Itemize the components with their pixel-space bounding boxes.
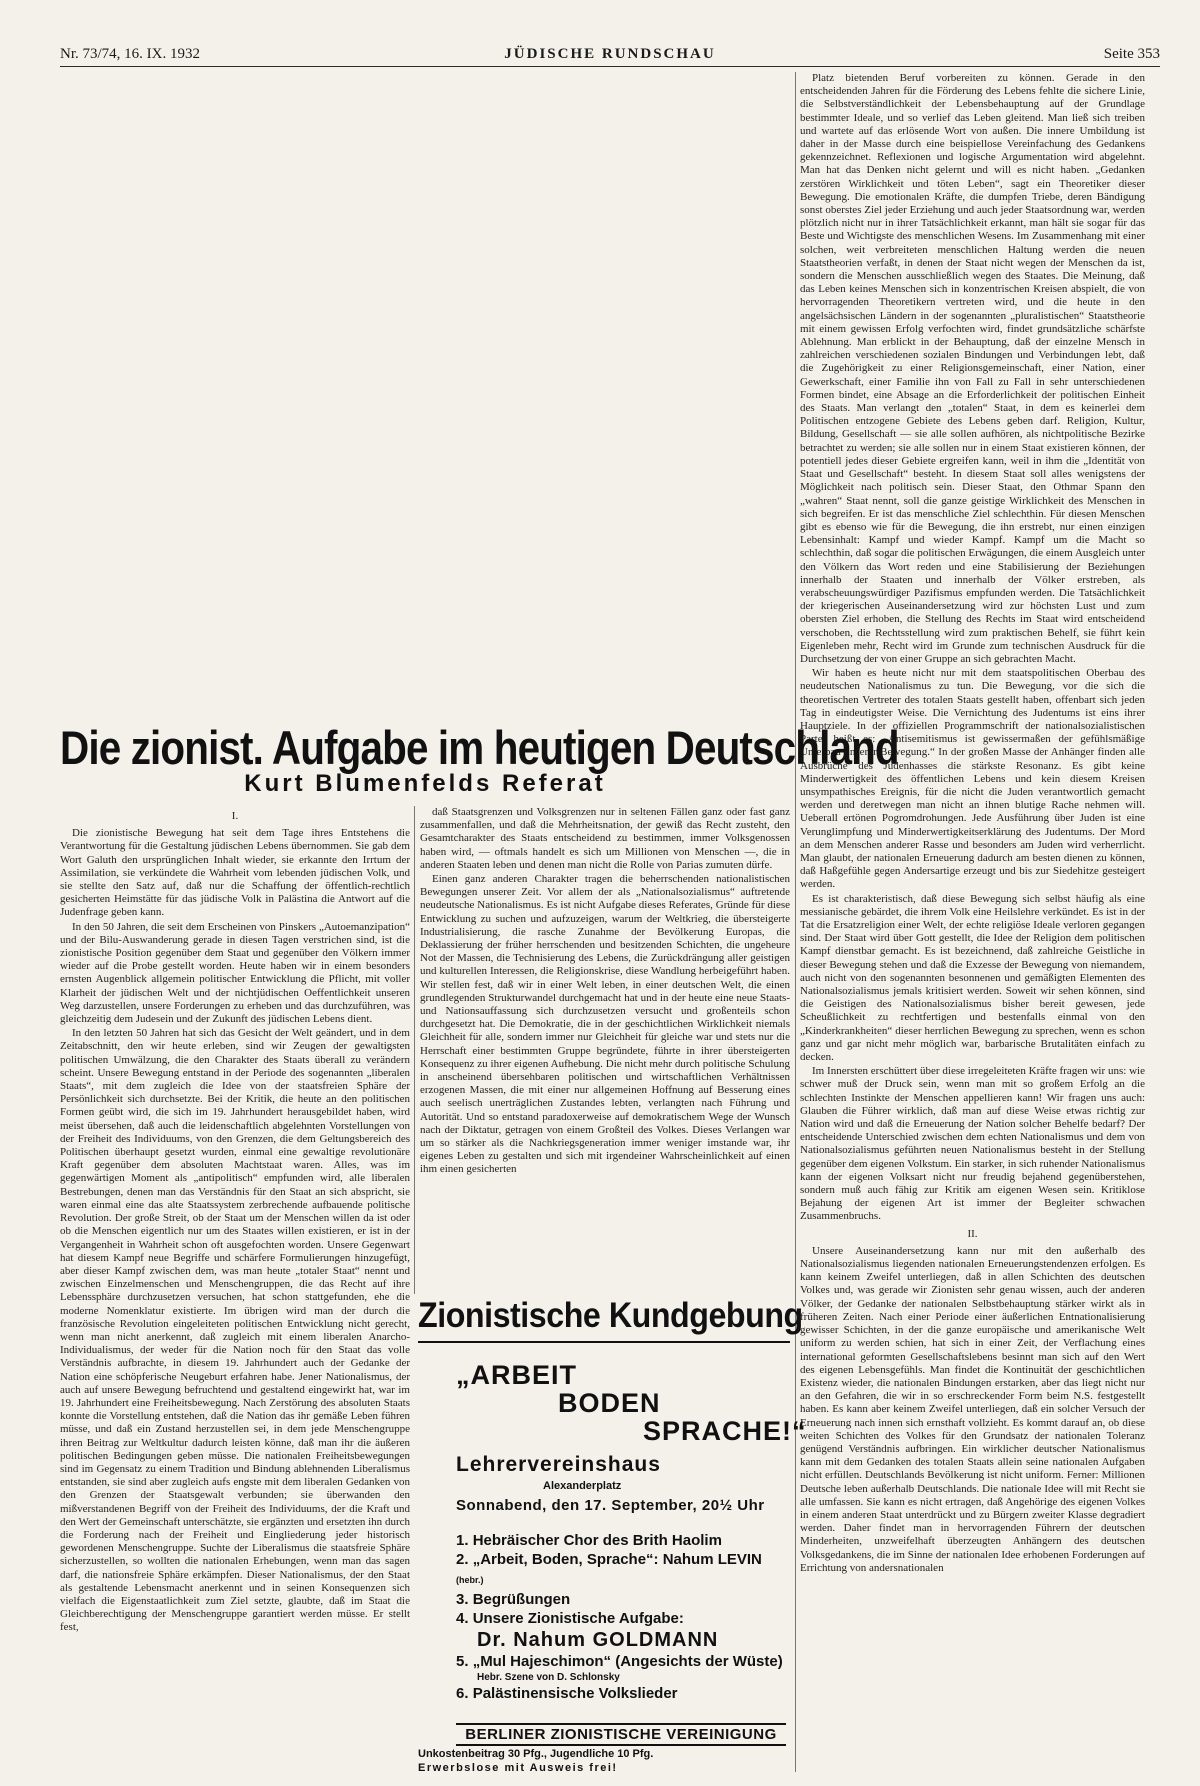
article-paragraph: Einen ganz anderen Charakter tragen die beherrschenden nationalistischen Bewegungen unserer Zeit. Vor allem der als „Nationalsozialismus“ auftretende neudeutsche Nationalismus. Es ist nicht Aufgabe dieses Referates, Gründe für diese Entwicklung zu suchen und aufzuzeigen, warum der Weltkrieg, die übersteigerte Industrialisierung, die rasche Zunahme der Bevölkerung Europas, die Deklassierung der früher herrschenden und besitzenden Schichten, die ungeheure Not der Massen, die Technisierung des Lebens, die Zurückdrängung aller geistigen und kulturellen Interessen, die Religionskrise, diese Wandlung herbeigeführt haben. Wir stellen fest, daß wir in einer Welt leben, in einer deutschen Welt, die einen grundlegenden Strukturwandel durchgemacht hat und in der heute eine neue Staats- und Nationsauffassung sich durchzusetzen versucht und großenteils schon durchgesetzt hat. Die Demokratie, die in der geschichtlichen Wirklichkeit niemals Gleichheit für alle, sondern immer nur Gleichheit für gleiche war und stets nur die Herrschaft einer bestimmten Gruppe begründete, führte in ihrer übersteigerten Konsequenz zu ihrer eigenen Aufhebung. Die nicht mehr durch politische Schulung in anscheinend übersehbaren politischen und wirtschaftlichen Verhältnissen erzogenen Massen, die mit einer nur allgemeinen Hoffnung auf Besserung eines auch seelisch unerträglichen Zustandes lebten, verlangten nach Führung und Autorität. Und so entstand paradoxerweise auf demokratischem Wege der Wunsch nach der Diktatur, getragen von einem Großteil des Volkes. Dieses Verlangen war um so stärker als die Nachkriegsgeneration immer weniger imstande war, ihr eigenes Leben zu gestalten und sich mit irgendeiner Wahrscheinlichkeit auf einen ihm einen gesicherten	[420, 873, 790, 1176]
ad-program	[456, 1531, 786, 1703]
article-paragraph: Wir haben es heute nicht nur mit dem staatspolitischen Oberbau des neudeutschen Nationalismus zu tun. Die Bewegung, vor die sich die theoretischen Vertreter des totalen Staats gestellt haben, offenbart sich jeden Tag in eindeutigster Weise. Die Vernichtung des Judentums ist eins ihrer Hauptziele. In der offiziellen Programmschrift der nationalsozialistischen Partei heißt es: „Antisemitismus ist gewissermaßen der gefühlsmäßige Unterbau unserer Bewegung.“ In der großen Masse der Anhänger finden alle Ausbrüche des Judenhasses die stärkste Resonanz. Es gibt keine Minderwertigkeit des öffentlichen Lebens und kein diesem Kreisen unsympathisches Ereignis, für die nicht die Juden verantwortlich gemacht werden und deretwegen man nicht an ihnen blutige Rache nehmen will. Ueberall ertönen Pogromdrohungen. Jede Ausführung über Juden ist eine Verunglimpfung und Minderwertigkeitserklärung des Judentums. Der Mord an dem Menschen anderer Rasse und besonders am Juden wird verherrlicht. Man glaubt, der nationalen Erneuerung dadurch am besten dienen zu können, daß Haßgefühle gegen Andersartige erzeugt und bis zur Siedehitze gesteigert werden.	[800, 667, 1145, 891]
program-item: 1. Hebräischer Chor des Brith Haolim	[456, 1532, 722, 1549]
page-number: Seite 353	[1103, 46, 1160, 62]
ad-date: Sonnabend, den 17. September, 20½ Uhr	[456, 1497, 765, 1514]
masthead	[60, 38, 1160, 67]
event-advertisement	[418, 1296, 807, 1774]
ad-slogan-language: SPRACHE!“	[643, 1416, 807, 1446]
newspaper-title: JÜDISCHE RUNDSCHAU	[504, 46, 716, 62]
ad-slogan-work: „ARBEIT	[456, 1360, 577, 1390]
speaker-name: Dr. Nahum GOLDMANN	[477, 1629, 719, 1651]
ad-rule	[418, 1341, 790, 1343]
column-divider	[795, 72, 796, 1772]
article-paragraph: Im Innersten erschüttert über diese irregeleiteten Kräfte fragen wir uns: wie schwer muß der Druck sein, wenn man mit so großem Erfolg an die schlechten Instinkte der Menschen appellieren kann! Wir fragen uns auch: Glauben die Führer wirklich, daß man auf diese Weise etwas richtig zur Nation wird und daß die Erneuerung der Nation solcher Behelfe bedarf? Der entscheidende Unterschied zwischen dem echten Nationalismus und dem von Nationalsozialismus geführten neuen Nationalismus besteht in der Stellung gegenüber dem eigenen Volkstum. Ein starker, in sich ruhender Nationalismus kann der eigenen Volksart nicht nur freudig bejahend gegenüberstehen, sondern muß auch fähig zur Kritik am eigenen Wesen sein. Kritiklose Bejahung der eigenen Art ist immer der Begleiter schwachen Zusammenbruchs.	[800, 1065, 1145, 1223]
ad-slogan-land: BODEN	[558, 1388, 661, 1418]
program-item: 4. Unsere Zionistische Aufgabe: Dr. Nahum GOLDMANN	[456, 1609, 786, 1652]
article-paragraph: Es ist charakteristisch, daß diese Bewegung sich selbst häufig als eine messianische gebärdet, die ihrem Volk eine Heilslehre verkündet. Es ist in der Tat die Ersatzreligion einer Welt, der echte religiöse Ideale verloren gegangen sind. Der Staat wird über Gott gestellt, die Idee der Religion dem politischen Kampf dienstbar gemacht. Es ist bezeichnend, daß zahlreiche Geistliche in dieser Bewegung stehen und daß die Exzesse der Bewegung von niemandem, auch nicht von den sogenannten besonnenen und gemäßigten Elementen des Nationalsozialismus jemals kritisiert werden. Soweit wir sehen können, sind die Geistigen des Nationalsozialismus bisher bereit gewesen, jede Scheußlichkeit zu rechtfertigen und bestenfalls einmal von den „Kinderkrankheiten“ dieser herrlichen Bewegung zu sprechen, wenn es schon ganz und gar nicht mehr möglich war, barbarische Brutalitäten einfach zu decken.	[800, 892, 1145, 1064]
article-column-left	[60, 806, 410, 1768]
program-item: 5. „Mul Hajeschimon“ (Angesichts der Wüste) Hebr. Szene von D. Schlonsky	[456, 1653, 783, 1683]
section-number: II.	[967, 1227, 978, 1240]
article-paragraph: Platz bietenden Beruf vorbereiten zu können. Gerade in den entscheidenden Jahren für die Förderung des Lebens fehlte die sichere Linie, die Selbstverständlichkeit der Lebensbehauptung auf der Grundlage bestimmter Ideale, und so verlief das Leben gleitend. Man ließ sich treiben und wartete auf das erlösende Wort von außen. Die innere Umbildung ist daher in der Masse durch eine beispiellose Vereinfachung des Gedankens gekennzeichnet. Reflexionen und logische Argumentation wird abgelehnt. Man hat das Denken nicht gelernt und will es nicht haben. „Gedanken zerstören Wirklichkeit und töten Leben“, sagt ein Theoretiker dieser Bewegung. Die emotionalen Kräfte, die dumpfen Triebe, deren Bändigung sonst oberstes Ziel jeder Erziehung und auch jeder Staatsordnung war, werden plötzlich nicht nur in ihrer Tatsächlichkeit erkannt, man hält sie sogar für das Beste und Wichtigste des menschlichen Wesens. Im Zusammenhang mit einer solchen, weit verbreiteten menschlichen Haltung werden die neuen Staatstheorien verfaßt, in denen der Staat nicht wegen der Menschen da ist, sondern die Menschen ausschließlich wegen des Staates. Die Meinung, daß das Leben keines Menschen sich in konzentrischen Kreisen abspielt, die von hervorragenden Theoretikern vertreten wird, und die heute in den angelsächsischen Ländern in der sogenannten „pluralistischen“ Staatstheorie mit einem gewissen Erfolg verfochten wird, findet grundsätzliche schärfste Ablehnung. Man erblickt in der Behauptung, daß der einzelne Mensch in zahlreichen verschiedenen sozialen Bindungen und Verbindungen lebt, daß die Zugehörigkeit zu einer Religionsgemeinschaft, einer Nation, einer Gewerkschaft, einer Familie ihn von Fall zu Fall in sehr unterschiedenen Formen bindet, eine Absage an die Erforderlichkeit der politischen Einheit des Staats. Man verlangt den „totalen“ Staat, in dem es keinerlei dem Politischen entzogene Gebiete des Lebens geben darf. Religion, Kultur, Bildung, Gesellschaft — sie alle sollen aufhören, als nichtpolitische Bezirke betrachtet zu werden; sie alle sollen nur in einem Staat existieren können, der potentiell jedes dieser Gebiete ergreifen kann, weil in ihm die „Identität von Staat und Gesellschaft“ besteht. In diesem Staat soll alles wenigstens der Möglichkeit nach politisch sein. Dieser Staat, den Othmar Spann den „wahren“ Staat nennt, soll die ganze geistige Wirklichkeit des Menschen in sich begreifen. Er ist das menschliche Ziel schlechthin. Für diesen Menschen gibt es ebenso wie für die Bewegung, die ihn erstrebt, nur einen einzigen Lebensinhalt: Kampf und wieder Kampf. Kampf um die Macht so schlechthin, daß sogar die politischen Erwägungen, die einem Ausgleich unter den Völkern das Wort reden und eine Stabilisierung der Beziehungen innerhalb der Staaten und innerhalb der Völker erstreben, als verabscheuungswürdiger Pazifismus empfunden werden. Die Tatsächlichkeit der kriegerischen Auseinandersetzung wird zur höchsten Lust und zum obersten Ziel erhoben, die Stellung des Rechts im Staat wird entscheidend verschoben, die Rechtsstellung wird zum praktischen Behelf, sie führt kein Eigenleben mehr, Recht wird im Grunde zum technischen Ausdruck für die Durchsetzung der von einer Gruppe an sich gebrachten Macht.	[800, 72, 1145, 665]
program-item: 2. „Arbeit, Boden, Sprache“: Nahum LEVIN (hebr.)	[456, 1551, 762, 1585]
program-item: 6. Palästinensische Volkslieder	[456, 1685, 678, 1702]
article-paragraph: daß Staatsgrenzen und Volksgrenzen nur in seltenen Fällen ganz oder fast ganz zusammenfallen, und daß die Mehrheitsnation, der gewiß das Recht zusteht, den Gesamtcharakter des Staats entscheidend zu bestimmen, immer Volksgenossen haben wird, — oftmals handelt es sich um Millionen von Menschen —, die in anderen Staaten leben und denen man nicht die Rolle von Parias zumuten dürfe.	[420, 806, 790, 871]
article-subhead: Kurt Blumenfelds Referat	[244, 770, 606, 797]
article-column-middle	[420, 806, 790, 1292]
ad-street: Alexanderplatz	[543, 1480, 622, 1492]
ad-fee: Unkostenbeitrag 30 Pfg., Jugendliche 10 Pfg.	[418, 1748, 654, 1760]
article-headline: Die zionist. Aufgabe im heutigen Deutschland	[60, 721, 899, 774]
article-paragraph: Unsere Auseinandersetzung kann nur mit den außerhalb des Nationalsozialismus liegenden nationalen Erneuerungstendenzen erfolgen. Es kann keinem Zweifel unterliegen, daß in allen Schichten des deutschen Volkes und, was gerade wir Zionisten sehr genau wissen, auch der anderen Völker, der Gedanke der nationalen Selbstbehauptung stärker wirkt als in früheren Zeiten. Nach einer Periode einer äußerlichen Entnationalisierung gewisser Schichten, in der die ganze europäische und amerikanische Welt uniform zu werden schien, hat sich in einer Zeit, der Verflachung eines international geformten Gesellschaftslebens besinnt man sich auf den Wert des eigenen Lebensgefühls. Man findet die Kontinuität der geschichtlichen Existenz wieder, die nationalen Bindungen erstarken, aber das liegt nicht nur an den Gefahren, die wir in so erschreckender Form beim N.S. festgestellt haben. Es kann aber keinem Zweifel unterliegen, daß ein solcher Versuch der Erneuerung nach innen sich ernsthaft vollzieht. Es kommt darauf an, ob diese weiten Schichten des Volkes für den Grundsatz der nationalen Toleranz genügend Verständnis aufbringen. Ein wirklicher deutscher Nationalismus kann mit dem Gedanken des totalen Staats allein seine nationalen Aufgaben nicht erfüllen. Deutschlands Bevölkerung ist nicht uniform. Ferner: Millionen Deutsche leben außerhalb Deutschlands. Die nationale Idee will mit Recht sie alle umfassen. Sie kann es nicht ertragen, daß Angehörige des eigenen Volkes in einem anderen Staat unterdrückt und zu Bürgern zweiter Klasse degradiert werden. Daher findet man in hervorragenden Führern der deutschen Minderheiten, unzweifelhaft überzeugten Anhängern des deutschen Volksgedankens, die im Sinne der nationalen Idee erhobenen Forderungen auf Errichtung von andersnationalen	[800, 1244, 1145, 1574]
ad-title: Zionistische Kundgebung	[418, 1296, 803, 1335]
ad-organizer: BERLINER ZIONISTISCHE VEREINIGUNG	[456, 1723, 786, 1746]
section-number: I.	[231, 810, 239, 822]
column-divider	[414, 806, 415, 1294]
ad-venue: Lehrervereinshaus	[456, 1453, 661, 1476]
issue-number: Nr. 73/74, 16. IX. 1932	[60, 46, 200, 62]
article-paragraph: Die zionistische Bewegung hat seit dem Tage ihres Entstehens die Verantwortung für die Gestaltung jüdischen Lebens übernommen. Sie gab dem Wort Galuth den ursprünglichen Inhalt wieder, sie erkannte den Irrtum der Assimilation, sie verkündete die Wahrheit vom lebenden jüdischen Volk, und sie stellte den Satz auf, daß nur die Schaffung der öffentlich-rechtlich gesicherten Heimstätte für das jüdische Volk in Palästina die Antwort auf die Judenfrage geben kann.	[60, 827, 410, 919]
article-paragraph: In den letzten 50 Jahren hat sich das Gesicht der Welt geändert, und in dem Zeitabschnitt, den wir heute erleben, sind wir Zeugen der gewaltigsten politischen Umwälzung, die den Charakter des Staats überall zu verändern scheint. Unsere Bewegung entstand in der Periode des sogenannten „liberalen Staats“, mit dem zugleich die Idee von der staatsfreien Sphäre der Persönlichkeit sich durchsetzte. Bei der Kritik, die heute an den politischen Formen geübt wird, die sich im 19. Jahrhundert herausgebildet haben, wird meist übersehen, daß auch die leidenschaftlich abgelehnten Vorstellungen von der Freiheit des Individuums, von den Grenzen, die dem Geltungsbereich des Politischen überhaupt gesetzt wurden, einmal eine gewaltige revolutionäre Kraft gegenüber dem absoluten Machtstaat waren. Alles, was im gegenwärtigen Moment als „antipolitisch“ empfunden wird, alle liberalen Bestrebungen, denen man das Verständnis für den Staat an sich abspricht, sie waren einmal eine das alte Staatssystem zerbrechende aufbauende politische Revolution. Der große Streit, ob der Staat um der Menschen willen da ist oder ob die Menschen eigentlich nur um des Staates willen existieren, er ist in der Vergangenheit in Wahrheit schon oft ausgefochten worden. Unsere Gegenwart hat diesem Kampf neue Begriffe und schärfere Formulierungen hinzugefügt, aber dieser Kampf zwischen dem, was man heute „totaler Staat“ nennt und zwischen Einzelmenschen und Menschengruppen, die das Recht auf ihre Lebenssphäre durchzusetzen versuchen, hat schon stattgefunden, ehe die moderne Nomenklatur existierte. Im übrigen wird man der durch die französische Revolution eingeleiteten politischen Entwicklung nicht gerecht, wenn man nicht anerkennt, daß zugleich mit einem liberalen Anarcho-Individualismus, der weder für die Nation noch für den Staat das volle Verständnis aufbrachte, in diesem 19. Jahrhundert auch der Gedanke der Nation eine schöpferische Neugeburt erfahren habe. Jener Nationalismus, der auch auf unsere Bewegung befruchtend und gestaltend eingewirkt hat, war im 19. Jahrhundert eine Freiheitsbewegung. Nach Zerstörung des absoluten Staats konnte die Vorstellung entstehen, daß die Nation das ihr gemäße Leben führen müsse, und daß ein Zustand herzustellen sei, in dem jede Menschengruppe ihren Beitrag zur Weltkultur dadurch leisten könne, daß man ihr die äußeren politischen Bedingungen geben müsse. Die nationalen Freiheitsbewegungen sind im Gegensatz zu einem Tradition und Bindung ablehnenden Liberalismus entstanden, sie sind aber zugleich aufs engste mit dem liberalen Gedanken von den Grenzen der Staatsgewalt verbunden; sie überwanden den mißverstandenen Begriff von der Freiheit des Individuums, der die Kraft und den Wert der Gemeinschaft unterschätzte, sie ergänzten und ersetzten ihn durch die Forderung nach der Freiheit und Eingliederung jeder historisch gewordenen Menschengruppe. Suchte der Liberalismus die staatsfreie Sphäre sicherzustellen, so wollten die nationalen Erhebungen, wenn man das sagen darf, die nationsfreie Sphäre erkämpfen. Dieser Nationalismus, der den Staat als gestaltende Lebensmacht anerkennt und in seinen Konsequenzen sich vielfach die Eigenstaatlichkeit zum Ziel setzte, glaubte, daß im Staat die Gleichberechtigung der Menschengruppe garantiert werden müsse. Er stellt fest,	[60, 1027, 410, 1634]
ad-fee-free: Erwerbslose mit Ausweis frei!	[418, 1762, 618, 1774]
article-column-right	[800, 72, 1145, 1772]
article-paragraph: In den 50 Jahren, die seit dem Erscheinen von Pinskers „Autoemanzipation“ und der Bilu-Auswanderung gerade in diesen Tagen verstrichen sind, ist die zionistische Position gegenüber dem Staat und gegenüber den Völkern immer wieder auf die Probe gestellt worden. Heute haben wir in einem besonders ernsten Augenblick allgemein politischer Entwicklung die Pflicht, mit voller Klarheit der jüdischen Welt und der nichtjüdischen Oeffentlichkeit unseren Weg darzustellen, unsere Forderungen zu erheben und das durchzuführen, was gleichzeitig dem Judesein und der Zukunft des jüdischen Lebens dient.	[60, 920, 410, 1026]
program-item: 3. Begrüßungen	[456, 1591, 571, 1608]
